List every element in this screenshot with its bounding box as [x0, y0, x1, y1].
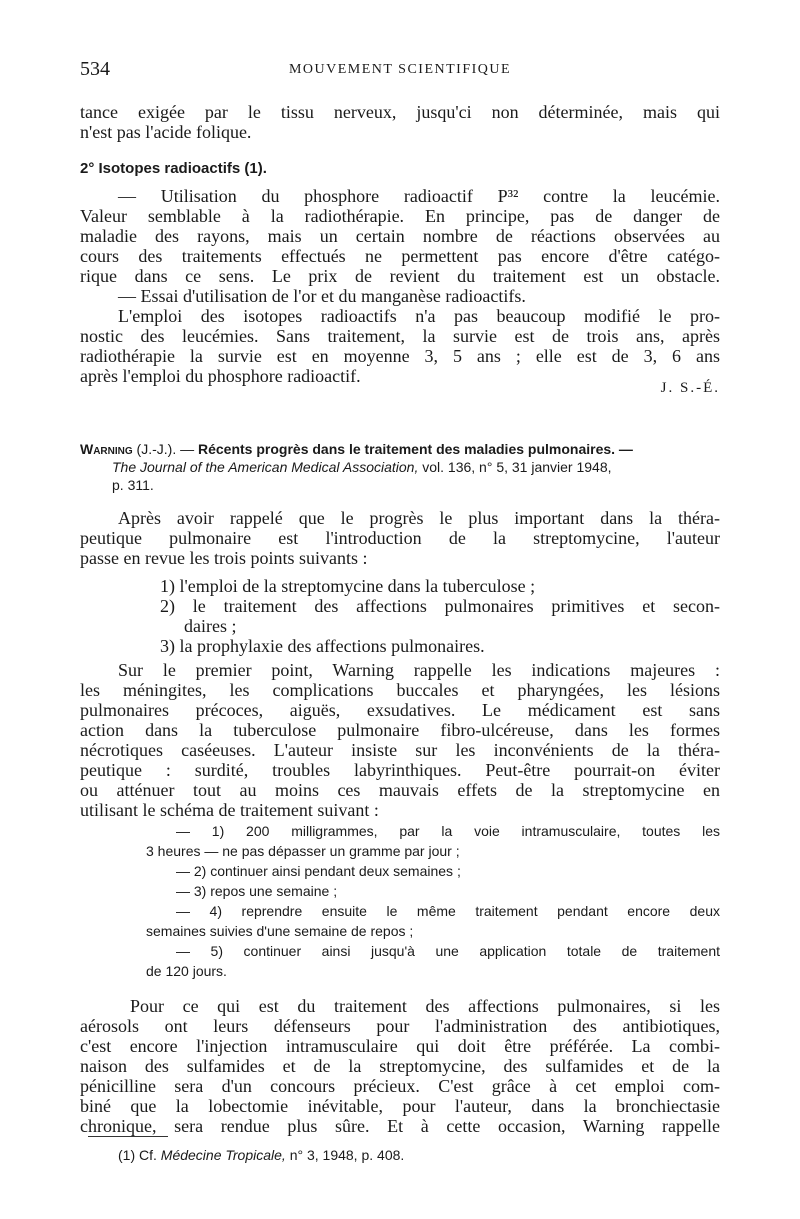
review-citation-line: [112, 458, 720, 476]
schema-line: 3 heures — ne pas dépasser un gramme par jour ;: [146, 843, 460, 859]
footnote-rule: [88, 1136, 168, 1137]
text-line: biné que la lobectomie inévitable, pour l'auteur, dans la bronchiectasie: [80, 1096, 720, 1116]
text-line: nécrotiques caséeuses. L'auteur insiste sur les inconvénients de la théra-: [80, 740, 720, 760]
text-line: Pour ce qui est du traitement des affections pulmonaires, si les: [130, 996, 720, 1016]
journal-name: The Journal of the American Medical Association,: [112, 459, 419, 475]
schema-line: semaines suivies d'une semaine de repos ;: [146, 923, 414, 939]
list-item: daires ;: [184, 616, 237, 636]
schema-line: — 2) continuer ainsi pendant deux semaines ;: [176, 863, 461, 879]
schema-line: — 1) 200 milligrammes, par la voie intramusculaire, toutes les: [176, 823, 720, 839]
text-line: Valeur semblable à la radiothérapie. En principe, pas de danger de: [80, 206, 720, 226]
text-line: ou atténuer tout au moins ces mauvais effets de la streptomycine en: [80, 780, 720, 800]
schema-line: — 5) continuer ainsi jusqu'à une application totale de traitement: [176, 943, 720, 959]
text-line: nostic des leucémies. Sans traitement, la survie est de trois ans, après: [80, 326, 720, 346]
text-line: utilisant le schéma de traitement suivant :: [80, 800, 379, 820]
list-item: 1) l'emploi de la streptomycine dans la tuberculose ;: [160, 576, 536, 596]
text-line: peutique pulmonaire est l'introduction de la streptomycine, l'auteur: [80, 528, 720, 548]
text-line: naison des sulfamides et de la streptomycine, des sulfamides et de la: [80, 1056, 720, 1076]
text-line: L'emploi des isotopes radioactifs n'a pas beaucoup modifié le pro-: [118, 306, 720, 326]
text-line: c'est encore l'injection intramusculaire qui doit être préférée. La combi-: [80, 1036, 720, 1056]
text-line: — Essai d'utilisation de l'or et du manganèse radioactifs.: [118, 286, 526, 306]
text-line: tance exigée par le tissu nerveux, jusqu'ci non déterminée, mais qui: [80, 102, 720, 122]
text-line: peutique : surdité, troubles labyrinthiques. Peut-être pourrait-on éviter: [80, 760, 720, 780]
footnote: [118, 1146, 720, 1164]
review-author: Warning: [80, 441, 133, 457]
journal-details: vol. 136, n° 5, 31 janvier 1948,: [418, 459, 612, 475]
list-item: 2) le traitement des affections pulmonaires primitives et secon-: [160, 596, 720, 616]
review-initials: (J.-J.). —: [132, 441, 198, 457]
footnote-marker: (1) Cf.: [118, 1147, 161, 1163]
text-line: n'est pas l'acide folique.: [80, 122, 252, 142]
text-line: Sur le premier point, Warning rappelle les indications majeures :: [118, 660, 720, 680]
page-number: 534: [80, 58, 110, 80]
text-line: maladie des rayons, mais un certain nombre de réactions observées au: [80, 226, 720, 246]
review-header-line: [80, 440, 720, 458]
text-line: les méningites, les complications buccales et pharyngées, les lésions: [80, 680, 720, 700]
text-line: chronique, sera rendue plus sûre. Et à cette occasion, Warning rappelle: [80, 1116, 720, 1136]
review-pages: p. 311.: [112, 477, 154, 493]
schema-line: — 4) reprendre ensuite le même traitement pendant encore deux: [176, 903, 720, 919]
text-line: pénicilline sera d'un concours précieux. C'est grâce à cet emploi com-: [80, 1076, 720, 1096]
review-title: Récents progrès dans le traitement des maladies pulmonaires. —: [198, 441, 633, 457]
running-title: MOUVEMENT SCIENTIFIQUE: [288, 62, 512, 77]
text-line: action dans la tuberculose pulmonaire fibro-ulcéreuse, dans les formes: [80, 720, 720, 740]
text-line: — Utilisation du phosphore radioactif P³² contre la leucémie.: [118, 186, 720, 206]
text-line: radiothérapie la survie est en moyenne 3, 5 ans ; elle est de 3, 6 ans: [80, 346, 720, 366]
text-line: cours des traitements effectués ne permettent pas encore d'être catégo-: [80, 246, 720, 266]
text-line: aérosols ont leurs défenseurs pour l'administration des antibiotiques,: [80, 1016, 720, 1036]
schema-line: de 120 jours.: [146, 963, 227, 979]
footnote-details: n° 3, 1948, p. 408.: [285, 1147, 405, 1163]
text-line: pulmonaires précoces, aiguës, exsudatives. Le médicament est sans: [80, 700, 720, 720]
text-line: passe en revue les trois points suivants :: [80, 548, 368, 568]
text-line: Après avoir rappelé que le progrès le plus important dans la théra-: [118, 508, 720, 528]
footnote-source: Médecine Tropicale,: [160, 1147, 286, 1163]
section-heading: 2° Isotopes radioactifs (1).: [80, 160, 267, 177]
text-line: rique dans ce sens. Le prix de revient du traitement est un obstacle.: [80, 266, 720, 286]
text-line: après l'emploi du phosphore radioactif.: [80, 366, 361, 386]
list-item: 3) la prophylaxie des affections pulmonaires.: [160, 636, 485, 656]
schema-line: — 3) repos une semaine ;: [176, 883, 338, 899]
author-signature: J. S.-É.: [660, 380, 720, 396]
